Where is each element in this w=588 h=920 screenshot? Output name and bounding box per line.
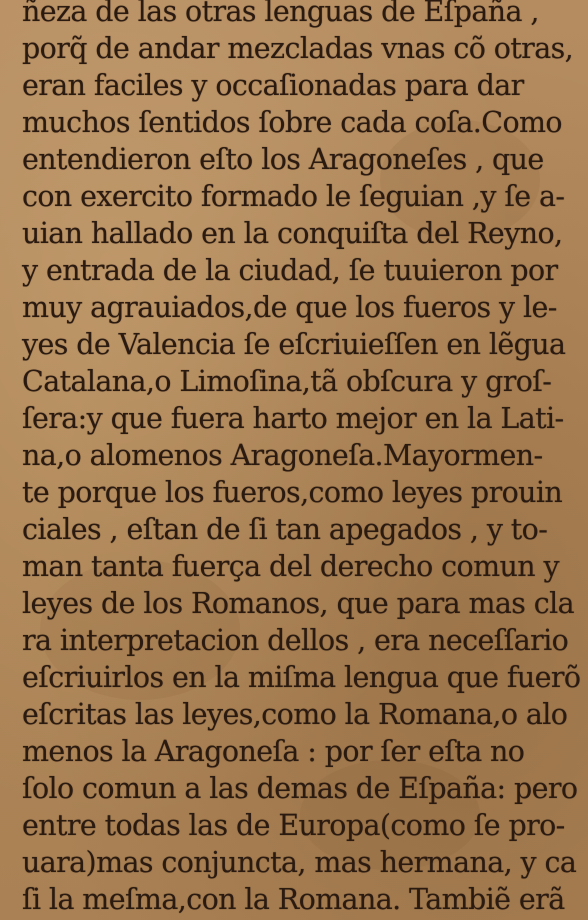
text-line: menos la Aragoneſa : por ſer eſta no [22,735,525,768]
text-line: yes de Valencia ſe eſcriuieſſen en lẽgua [22,328,566,361]
text-line: ra interpretacion dellos , era neceſſario [22,624,569,657]
text-line: leyes de los Romanos, que para mas cla [22,587,575,620]
text-line: ſi la meſma,con la Romana. Tambiẽ erã [22,883,565,916]
text-line: ciales , eſtan de ſi tan apegados , y to- [22,513,548,546]
text-line: ſera:y que fuera harto mejor en la Lati- [22,402,564,435]
text-line: muchos ſentidos ſobre cada coſa.Como [22,106,562,139]
text-line: na,o alomenos Aragoneſa.Mayormen- [22,439,543,472]
text-line: y entrada de la ciudad, ſe tuuieron por [22,254,558,287]
text-line: entre todas las de Europa(como ſe pro- [22,809,565,842]
text-line: porq̃ de andar mezcladas vnas cõ otras, [22,32,574,65]
text-line: uara)mas conjuncta, mas hermana, y ca [22,846,577,879]
text-line: eſcriuirlos en la miſma lengua que fuerõ [22,661,581,694]
text-line: ſolo comun a las demas de Eſpaña: pero [22,772,578,805]
text-line: muy agrauiados,de que los fueros y le- [22,291,557,324]
text-line: te porque los fueros,como leyes prouin [22,476,563,509]
text-line: ñeza de las otras lenguas de Eſpaña , [22,0,539,28]
text-line: entendieron eſto los Aragoneſes , que [22,143,544,176]
text-line: Catalana,o Limoſina,tã obſcura y groſ- [22,365,552,398]
text-line: eſcritas las leyes,como la Romana,o alo [22,698,568,731]
text-line: uian hallado en la conquiſta del Reyno, [22,217,563,250]
text-line: eran faciles y occaſionadas para dar [22,69,524,102]
text-line: con exercito formado le ſeguian ,y ſe a- [22,180,565,213]
text-line: man tanta fuerça del derecho comun y [22,550,559,583]
